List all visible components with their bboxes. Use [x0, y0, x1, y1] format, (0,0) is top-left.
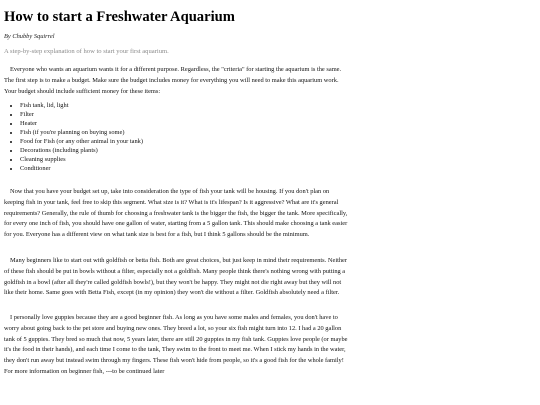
- list-item: • Food for Fish (or any other animal in your tank): [20, 137, 143, 146]
- list-item: • Fish (if you're planning on buying some): [20, 128, 143, 137]
- list-item: • Cleaning supplies: [20, 155, 143, 164]
- list-item: • Fish tank, lid, light: [20, 101, 143, 110]
- author-byline: By Chubby Squirrel: [4, 33, 55, 40]
- list-item: • Filter: [20, 110, 143, 119]
- paragraph-guppies: I personally love guppies because they are a good beginner fish. As long as you have some males and females, you don't have to worry about going back to the pet store and buying new ones. They breed a lot, so your six fish might turn into 12. I had a 20 gallon tank of 5 guppies. They bred so much that now, 5 years later, there are still 20 guppies in my fish tank. Guppies love people (or maybe it's the food in their hands), and each time I come to the tank, They swim to the front to meet me. When I stick my hands in the water, they don't run away but instead swim through my fingers. These fish won't hide from people, so it's a good fish for the whole family! For more information on beginner fish, ---to be continued later: [4, 314, 348, 375]
- list-item: • Heater: [20, 119, 143, 128]
- list-item: • Decorations (including plants): [20, 146, 143, 155]
- budget-items-list: [4, 101, 143, 173]
- article-title: How to start a Freshwater Aquarium: [4, 9, 235, 25]
- paragraph-intro: Everyone who wants an aquarium wants it for a different purpose. Regardless, the "criteria" for starting the aquarium is the same. The first step is to make a budget. Make sure the budget includes money for everything you will need to make this aquarium work. Your budget should include sufficient money for these items:: [4, 66, 342, 95]
- paragraph-beginner-fish: Many beginners like to start out with goldfish or betta fish. Both are great choices, but just keep in mind their requirements. Neither of these fish should be put in bowls without a filter, especially not a goldfish. Many people think there's nothing wrong with putting a goldfish in a bowl (after all they're called goldfish bowls!), but they won't be happy. They might not die right away but they will not like their home. Same goes with Betta Fish, except (in my opinion) they won't die without a filter. Goldfish absolutely need a filter.: [4, 257, 348, 297]
- list-item: • Conditioner: [20, 164, 143, 173]
- paragraph-tank-size: Now that you have your budget set up, take into consideration the type of fish your tank will be housing. If you don't plan on keeping fish in your tank, feel free to skip this segment. What size is it? What is it's lifespan? Is it aggressive? What are it's general requirements? Generally, the rule of thumb for choosing a freshwater tank is the bigger the fish, the bigger the tank. More specifically, for every one inch of fish, you should have one gallon of water, starting from a 5 gallon tank. This should make choosing a tank easier for you. Everyone has a different view on what tank size is best for a fish, but I think 5 gallons should be the minimum.: [4, 188, 348, 239]
- article-summary: A step-by-step explanation of how to start your first aquarium.: [4, 48, 169, 55]
